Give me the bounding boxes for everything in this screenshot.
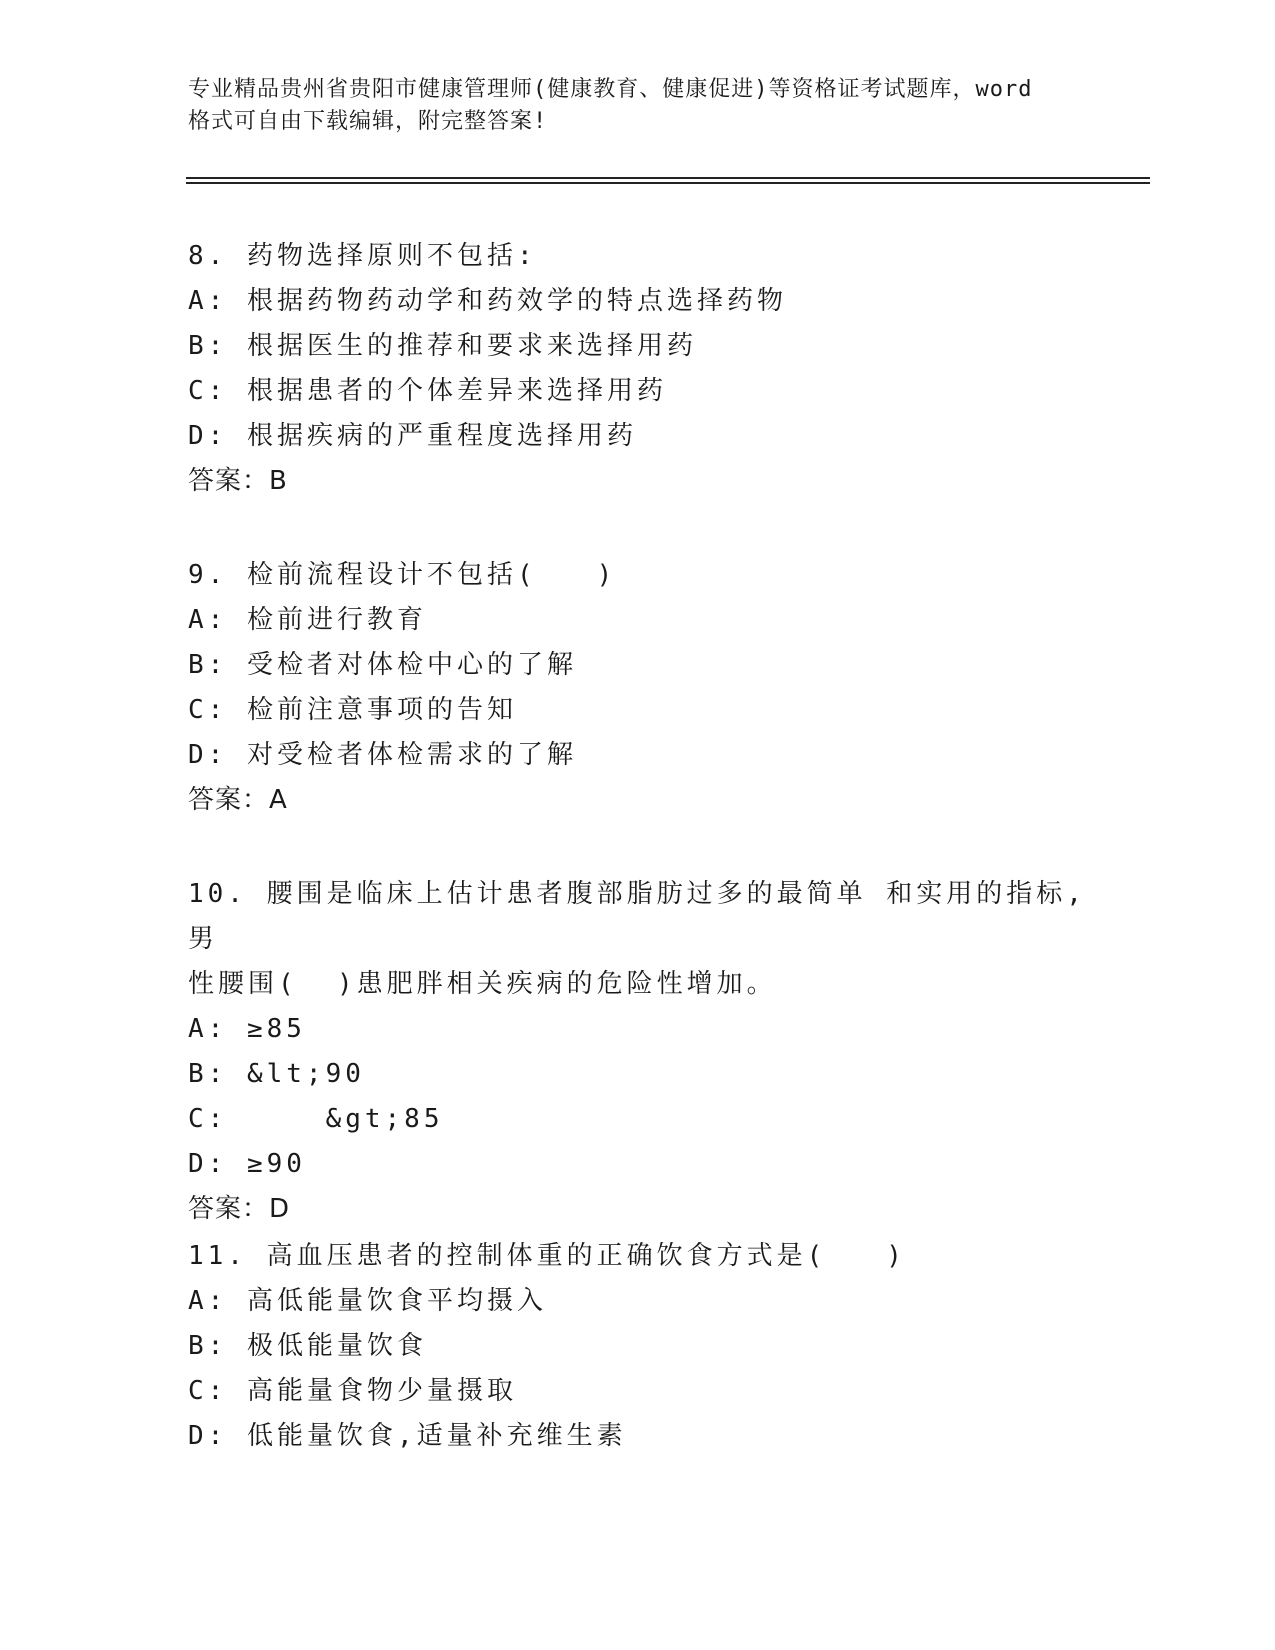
header-rule-bottom — [186, 182, 1150, 184]
option-b: B: &lt;90 — [188, 1059, 365, 1089]
option-b: B: 受检者对体检中心的了解 — [188, 650, 577, 680]
question-stem-line-1: 10. 腰围是临床上估计患者腹部脂肪过多的最简单 和实用的指标,男 — [188, 879, 1086, 954]
option-c: C: 根据患者的个体差异来选择用药 — [188, 376, 667, 406]
header-line-1: 专业精品贵州省贵阳市健康管理师(健康教育、健康促进)等资格证考试题库，word — [188, 77, 1033, 102]
option-a: A: 高低能量饮食平均摄入 — [188, 1286, 547, 1316]
option-c: C: &gt;85 — [188, 1104, 444, 1134]
option-b: B: 根据医生的推荐和要求来选择用药 — [188, 331, 697, 361]
question-stem: 11. 高血压患者的控制体重的正确饮食方式是( ) — [188, 1241, 906, 1271]
question-11 — [188, 1234, 1088, 1459]
header-rule-top — [186, 177, 1150, 179]
option-a: A: ≥85 — [188, 1014, 306, 1044]
option-a: A: 根据药物药动学和药效学的特点选择药物 — [188, 286, 787, 316]
option-d: D: 对受检者体检需求的了解 — [188, 740, 577, 770]
header-line-2: 格式可自由下载编辑，附完整答案! — [188, 109, 548, 134]
answer-line: 答案：A — [188, 785, 288, 815]
answer-line: 答案：B — [188, 466, 288, 496]
option-d: D: 低能量饮食,适量补充维生素 — [188, 1421, 627, 1451]
question-stem-line-2: 性腰围( )患肥胖相关疾病的危险性增加。 — [188, 969, 777, 999]
option-c: C: 高能量食物少量摄取 — [188, 1376, 517, 1406]
option-d: D: 根据疾病的严重程度选择用药 — [188, 421, 637, 451]
option-c: C: 检前注意事项的告知 — [188, 695, 517, 725]
question-stem: 9. 检前流程设计不包括( ) — [188, 560, 617, 590]
option-b: B: 极低能量饮食 — [188, 1331, 427, 1361]
option-a: A: 检前进行教育 — [188, 605, 427, 635]
document-header — [188, 74, 1088, 138]
question-9 — [188, 553, 1088, 823]
question-stem: 8. 药物选择原则不包括: — [188, 241, 537, 271]
question-8 — [188, 234, 1088, 504]
answer-line: 答案：D — [188, 1194, 291, 1224]
option-d: D: ≥90 — [188, 1149, 306, 1179]
question-10 — [188, 872, 1088, 1232]
